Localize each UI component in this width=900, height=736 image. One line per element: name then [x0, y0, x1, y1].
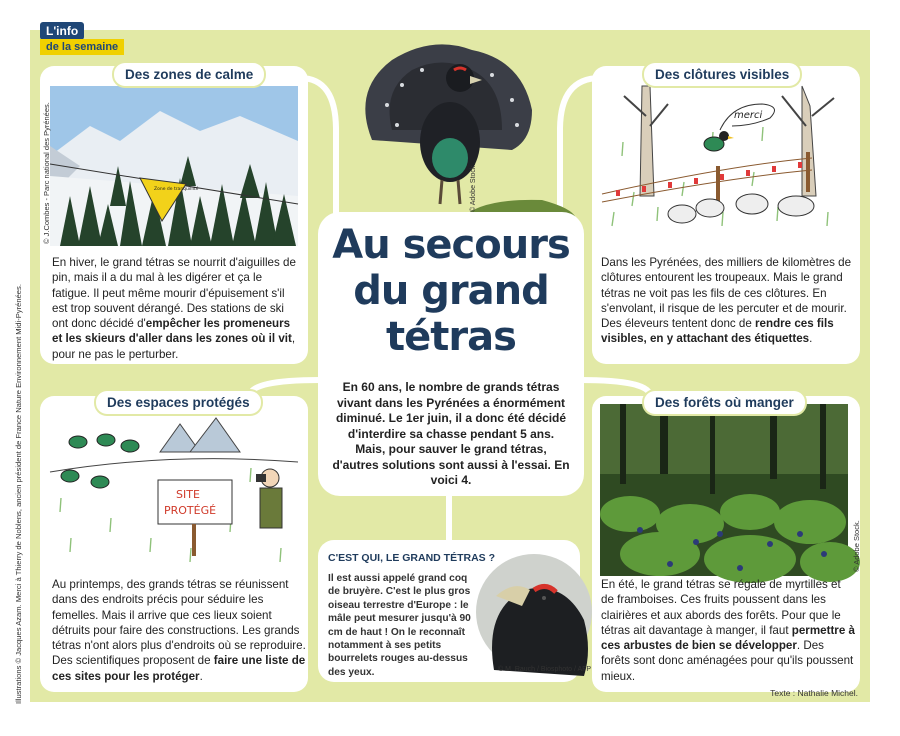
- forets-text-bold: permettre à ces arbustes de bien se développer: [601, 623, 855, 653]
- calme-text: [52, 255, 302, 362]
- question-title: C'EST QUI, LE GRAND TÉTRAS ?: [328, 552, 496, 564]
- clotures-text-plain: Dans les Pyrénées, des milliers de kilomètres de clôtures entourent les troupeaux. Mais le grand tétras ne voit pas les fils de ces clôtures. En s'envolant, il risque de les percuter et de mourir. Des éleveurs tentent donc de: [601, 256, 852, 331]
- author-credit: Texte : Nathalie Michel.: [770, 688, 858, 698]
- side-credit: Illustrations © Jacques Azam. Merci à Thierry de Noblens, ancien président de France Nature Environnement Midi-Pyrénées.: [14, 284, 23, 704]
- clotures-title: Des clôtures visibles: [644, 63, 800, 86]
- bird-bubble-text: merci: [734, 110, 763, 121]
- main-title: [318, 222, 584, 360]
- site-sign-line-1: SITE: [176, 488, 200, 501]
- zone-sign-text: Zone de tranquillité: [154, 187, 199, 192]
- fence-illustration: [602, 86, 850, 246]
- info-tag: [40, 22, 119, 58]
- main-title-line-1: Au secours: [332, 222, 570, 268]
- espaces-text-plain: Au printemps, des grands tétras se réunissent dans des endroits précis pour séduire les femelles. Mais il arrive que ces lieux soient détruits pour faire des constructions. Les grands tétras n'ont alors plus d'endroits où se reproduire. Des scientifiques proposent de: [52, 578, 306, 668]
- clotures-text: [601, 255, 855, 347]
- espaces-text: [52, 577, 308, 684]
- forets-text-plain: En été, le grand tétras se régale de myrtilles et de framboises. Ces fruits poussent dans les clairières et aux abords des forêts. Pour que le tétras ait davantage à manger, il faut: [601, 578, 841, 637]
- main-title-line-3: tétras: [386, 314, 516, 360]
- question-photo-credit: © M. Rauch / Biosphoto / AFP: [498, 666, 592, 673]
- calme-text-end: , pour ne pas le perturber.: [52, 332, 296, 361]
- clotures-text-bold: rendre ces fils visibles, en y attachant des étiquettes: [601, 317, 834, 346]
- main-title-line-2: du grand: [353, 268, 549, 314]
- tag-line-1: L'info: [40, 22, 84, 40]
- espaces-title: Des espaces protégés: [96, 391, 261, 414]
- forets-photo-credit: © Adobe Stock.: [852, 520, 861, 572]
- espaces-text-end: .: [199, 669, 203, 683]
- bird-photo-credit: © Adobe Stock.: [470, 163, 477, 212]
- tetras-head-photo: [474, 550, 594, 676]
- protected-site-illustration: [50, 412, 298, 572]
- forets-text-end: . Des forêts sont donc aménagées pour qu'ils poussent mieux.: [601, 639, 854, 683]
- calme-text-bold: empêcher les promeneurs et les skieurs d'aller dans les zones où il vit: [52, 317, 292, 346]
- question-box: [318, 540, 592, 682]
- site-sign-line-2: PROTÉGÉ: [164, 504, 217, 517]
- espaces-text-bold: faire une liste de ces sites pour les protéger: [52, 654, 306, 683]
- calme-photo-credit: © J.Combes - Parc national des Pyrénées.: [42, 102, 51, 244]
- ski-slope-photo: [50, 86, 298, 246]
- clotures-text-end: .: [809, 332, 813, 346]
- grand-tetras-photo: [332, 30, 576, 218]
- blueberry-forest-photo: [600, 404, 848, 576]
- tag-line-2: de la semaine: [40, 39, 124, 55]
- main-panel: [318, 212, 584, 496]
- main-intro: En 60 ans, le nombre de grands tétras vivant dans les Pyrénées a énormément diminué. Le 1er juin, il a donc été décidé d'interdire sa chasse pendant 5 ans. Mais, pour sauver le grand tétras, d'autres solutions sont aussi à l'essai. En voici 4.: [332, 380, 570, 487]
- question-text: Il est aussi appelé grand coq de bruyère. C'est le plus gros oiseau terrestre d'Europe : le mâle peut mesurer jusqu'à 90 cm de haut ! On le reconnaît notamment à ses petits bourrelets rouges au-dessus des yeux.: [328, 573, 471, 678]
- forets-title: Des forêts où manger: [644, 391, 805, 414]
- calme-title: Des zones de calme: [114, 63, 264, 86]
- forets-text: [601, 577, 855, 684]
- calme-text-plain: En hiver, le grand tétras se nourrit d'aiguilles de pin, mais il a du mal à les digérer et ça le fatigue. Il peut même mourir d'épuisement s'il est trop souvent dérangé. Des stations de ski ont donc décidé d': [52, 256, 296, 331]
